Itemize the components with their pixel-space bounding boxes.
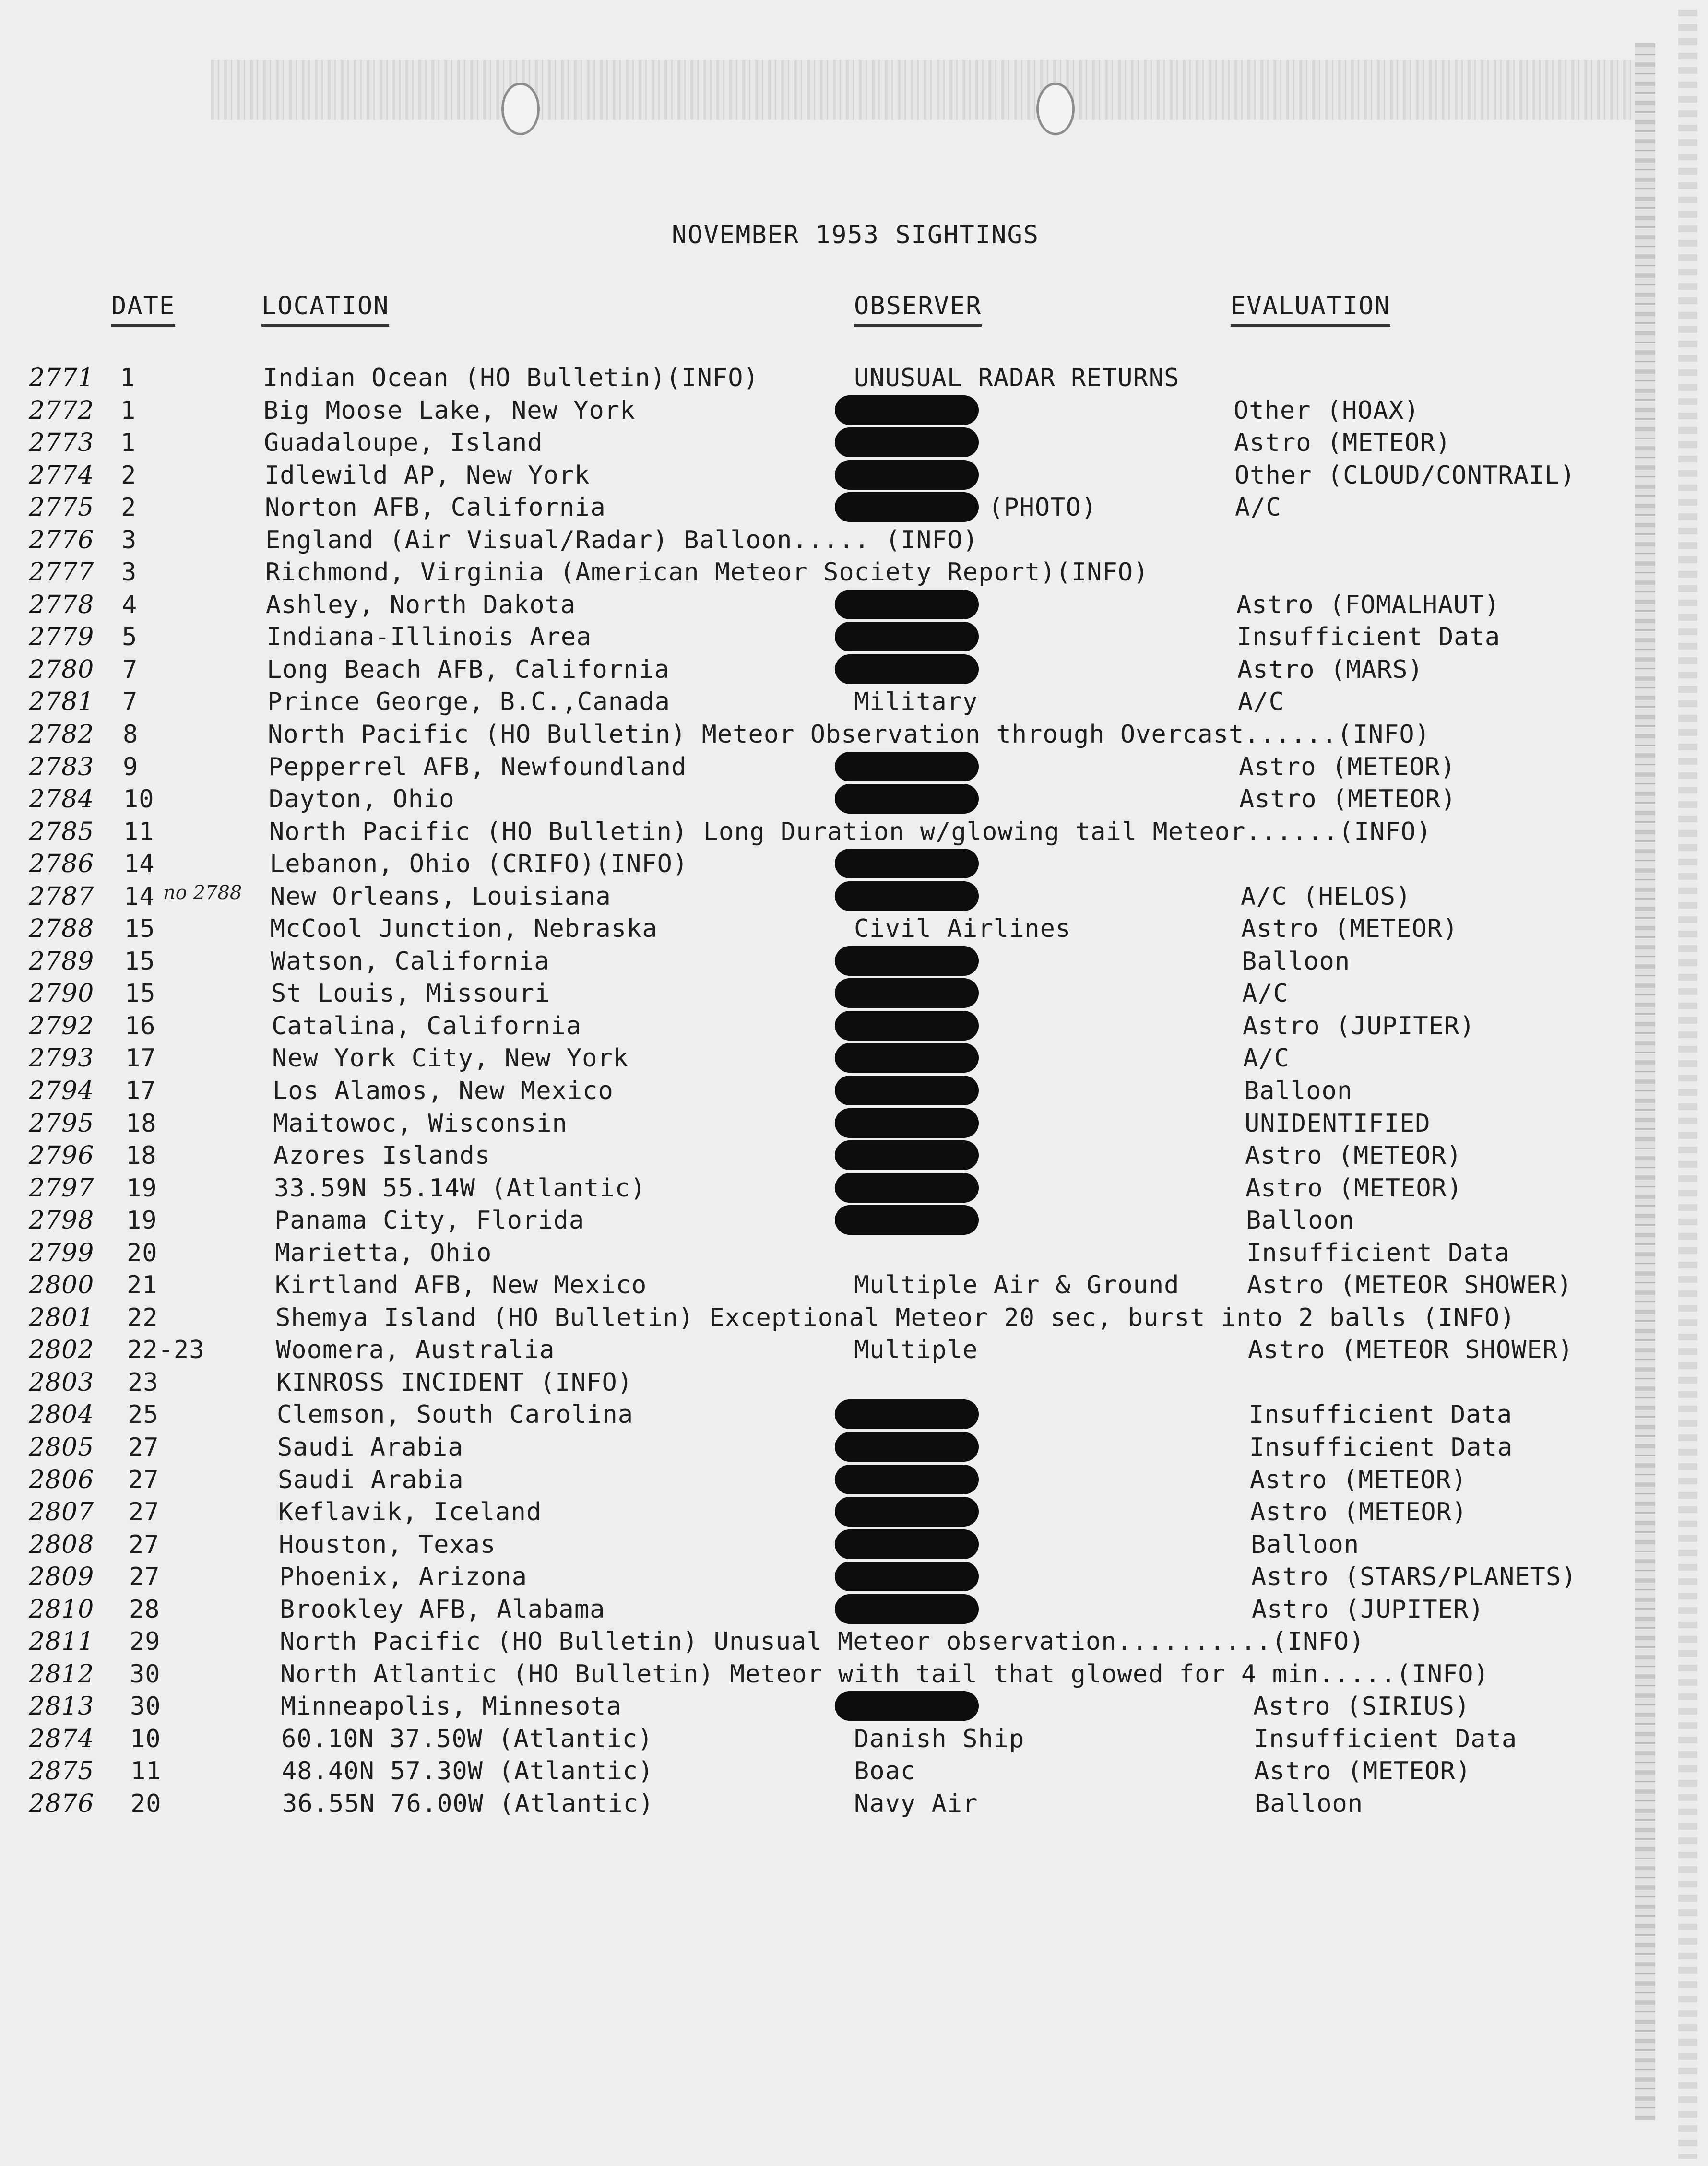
location-cell: 33.59N 55.14W (Atlantic) bbox=[274, 1174, 646, 1203]
date-cell: 21 bbox=[127, 1271, 158, 1300]
date-cell: 8 bbox=[123, 720, 139, 749]
scan-edge-artifact bbox=[1635, 43, 1655, 2120]
header-evaluation: EVALUATION bbox=[1231, 292, 1390, 327]
date-cell: 28 bbox=[129, 1595, 160, 1624]
case-number: 2805 bbox=[29, 1433, 95, 1462]
date-cell: 22-23 bbox=[127, 1336, 205, 1364]
location-cell: 48.40N 57.30W (Atlantic) bbox=[282, 1757, 654, 1786]
table-row bbox=[0, 1109, 1631, 1142]
location-cell: North Pacific (HO Bulletin) Unusual Meteor observation..........(INFO) bbox=[280, 1627, 1365, 1656]
observer-cell: Danish Ship bbox=[854, 1725, 1025, 1753]
table-row bbox=[0, 1627, 1631, 1660]
evaluation-cell: Astro (METEOR) bbox=[1234, 428, 1451, 457]
date-cell: 18 bbox=[126, 1109, 157, 1138]
location-cell: Minneapolis, Minnesota bbox=[281, 1692, 622, 1721]
punch-hole bbox=[1036, 83, 1075, 135]
location-cell: Indiana-Illinois Area bbox=[266, 623, 592, 651]
case-number: 2798 bbox=[29, 1206, 95, 1235]
case-number: 2794 bbox=[29, 1077, 95, 1105]
case-number: 2778 bbox=[29, 591, 95, 619]
case-number: 2792 bbox=[29, 1012, 95, 1041]
location-cell: New York City, New York bbox=[272, 1044, 629, 1073]
table-row bbox=[0, 1368, 1631, 1401]
margin-note: no 2788 bbox=[163, 882, 242, 904]
date-cell: 7 bbox=[122, 655, 138, 684]
table-row bbox=[0, 1725, 1631, 1757]
location-cell: 60.10N 37.50W (Atlantic) bbox=[281, 1725, 653, 1753]
date-cell: 11 bbox=[123, 817, 154, 846]
date-cell: 7 bbox=[122, 687, 138, 716]
location-cell: Maitowoc, Wisconsin bbox=[273, 1109, 568, 1138]
observer-cell: Boac bbox=[854, 1757, 916, 1786]
date-cell: 1 bbox=[120, 428, 136, 457]
case-number: 2775 bbox=[29, 493, 95, 522]
case-number: 2774 bbox=[29, 461, 95, 490]
case-number: 2788 bbox=[29, 914, 95, 943]
case-number: 2875 bbox=[29, 1757, 95, 1786]
table-row bbox=[0, 1757, 1631, 1789]
table-row bbox=[0, 720, 1631, 753]
location-cell: North Pacific (HO Bulletin) Long Duration w/glowing tail Meteor......(INFO) bbox=[269, 817, 1432, 846]
redaction-mark bbox=[835, 946, 979, 976]
evaluation-cell: Balloon bbox=[1242, 947, 1351, 976]
case-number: 2799 bbox=[29, 1239, 95, 1267]
location-cell: Kirtland AFB, New Mexico bbox=[275, 1271, 647, 1300]
header-location: LOCATION bbox=[261, 292, 389, 327]
date-cell: 15 bbox=[124, 914, 155, 943]
observer-cell: Military bbox=[854, 687, 978, 716]
case-number: 2807 bbox=[29, 1498, 95, 1527]
evaluation-cell: Astro (SIRIUS) bbox=[1253, 1692, 1471, 1721]
case-number: 2790 bbox=[29, 979, 95, 1008]
redaction-mark bbox=[835, 1108, 979, 1138]
header-date: DATE bbox=[111, 292, 175, 327]
date-cell: 1 bbox=[120, 364, 136, 392]
location-cell: Phoenix, Arizona bbox=[279, 1562, 527, 1591]
case-number: 2771 bbox=[29, 364, 95, 392]
location-cell: England (Air Visual/Radar) Balloon..... (INFO) bbox=[265, 526, 979, 555]
case-number: 2773 bbox=[29, 428, 95, 457]
location-cell: North Atlantic (HO Bulletin) Meteor with tail that glowed for 4 min.....(INFO) bbox=[280, 1660, 1489, 1689]
evaluation-cell: UNIDENTIFIED bbox=[1245, 1109, 1431, 1138]
evaluation-cell: Insufficient Data bbox=[1246, 1239, 1510, 1267]
evaluation-cell: Astro (MARS) bbox=[1237, 655, 1423, 684]
evaluation-cell: Astro (JUPITER) bbox=[1243, 1012, 1475, 1041]
redaction-mark bbox=[835, 395, 979, 425]
location-cell: Catalina, California bbox=[272, 1012, 582, 1041]
evaluation-cell: A/C bbox=[1238, 687, 1284, 716]
table-row bbox=[0, 785, 1631, 817]
evaluation-cell: Insufficient Data bbox=[1249, 1400, 1513, 1429]
case-number: 2804 bbox=[29, 1400, 95, 1429]
table-row bbox=[0, 1692, 1631, 1725]
date-cell: 3 bbox=[121, 558, 137, 587]
table-row bbox=[0, 1562, 1631, 1595]
case-number: 2787 bbox=[29, 882, 95, 911]
location-cell: 36.55N 76.00W (Atlantic) bbox=[282, 1789, 654, 1818]
table-row bbox=[0, 687, 1631, 720]
redaction-mark bbox=[835, 1432, 979, 1462]
evaluation-cell: A/C bbox=[1242, 979, 1289, 1008]
date-cell: 5 bbox=[122, 623, 138, 651]
location-cell: St Louis, Missouri bbox=[271, 979, 550, 1008]
date-cell: 9 bbox=[123, 753, 139, 781]
redaction-mark bbox=[835, 1691, 979, 1721]
date-cell: 27 bbox=[129, 1498, 160, 1527]
date-cell: 25 bbox=[128, 1400, 159, 1429]
case-number: 2808 bbox=[29, 1530, 95, 1559]
date-cell: 14 bbox=[124, 882, 155, 911]
redaction-mark bbox=[835, 1205, 979, 1235]
date-cell: 10 bbox=[130, 1725, 161, 1753]
redaction-mark bbox=[835, 1562, 979, 1591]
redaction-mark bbox=[835, 849, 979, 878]
table-row bbox=[0, 1303, 1631, 1336]
table-row bbox=[0, 1660, 1631, 1693]
location-cell: Dayton, Ohio bbox=[269, 785, 455, 814]
location-cell: Brookley AFB, Alabama bbox=[280, 1595, 605, 1624]
evaluation-cell: Astro (METEOR) bbox=[1254, 1757, 1471, 1786]
evaluation-cell: Balloon bbox=[1255, 1789, 1364, 1818]
table-row bbox=[0, 591, 1631, 623]
case-number: 2782 bbox=[29, 720, 95, 749]
location-cell: Idlewild AP, New York bbox=[264, 461, 590, 490]
case-number: 2784 bbox=[29, 785, 95, 814]
location-cell: Prince George, B.C.,Canada bbox=[267, 687, 670, 716]
date-cell: 20 bbox=[127, 1239, 158, 1267]
punch-hole bbox=[501, 83, 540, 135]
location-cell: Panama City, Florida bbox=[274, 1206, 585, 1235]
table-row bbox=[0, 1498, 1631, 1530]
date-cell: 20 bbox=[130, 1789, 162, 1818]
case-number: 2796 bbox=[29, 1141, 95, 1170]
evaluation-cell: Astro (METEOR) bbox=[1245, 1141, 1462, 1170]
redaction-mark bbox=[835, 1529, 979, 1559]
evaluation-cell: Astro (METEOR) bbox=[1250, 1498, 1468, 1527]
location-cell: Shemya Island (HO Bulletin) Exceptional Meteor 20 sec, burst into 2 balls (INFO) bbox=[275, 1303, 1516, 1332]
case-number: 2809 bbox=[29, 1562, 95, 1591]
location-cell: Watson, California bbox=[271, 947, 550, 976]
evaluation-cell: Insufficient Data bbox=[1249, 1433, 1513, 1462]
table-row bbox=[0, 623, 1631, 655]
date-cell: 23 bbox=[128, 1368, 159, 1397]
evaluation-cell: Astro (METEOR) bbox=[1239, 785, 1457, 814]
table-row bbox=[0, 396, 1631, 429]
case-number: 2806 bbox=[29, 1466, 95, 1494]
observer-cell: (PHOTO) bbox=[988, 493, 1097, 522]
header-observer: OBSERVER bbox=[854, 292, 982, 327]
table-row bbox=[0, 1141, 1631, 1174]
case-number: 2797 bbox=[29, 1174, 95, 1203]
observer-cell: UNUSUAL RADAR RETURNS bbox=[854, 364, 1180, 392]
location-cell: Richmond, Virginia (American Meteor Society Report)(INFO) bbox=[265, 558, 1149, 587]
case-number: 2780 bbox=[29, 655, 95, 684]
date-cell: 27 bbox=[128, 1433, 159, 1462]
case-number: 2876 bbox=[29, 1789, 95, 1818]
date-cell: 3 bbox=[121, 526, 137, 555]
date-cell: 4 bbox=[122, 591, 138, 619]
table-row bbox=[0, 817, 1631, 850]
document-title: NOVEMBER 1953 SIGHTINGS bbox=[672, 221, 1040, 249]
date-cell: 2 bbox=[121, 461, 137, 490]
date-cell: 27 bbox=[129, 1562, 160, 1591]
table-row bbox=[0, 1271, 1631, 1303]
case-number: 2793 bbox=[29, 1044, 95, 1073]
redaction-mark bbox=[835, 881, 979, 911]
case-number: 2786 bbox=[29, 850, 95, 878]
redaction-mark bbox=[835, 784, 979, 814]
case-number: 2781 bbox=[29, 687, 95, 716]
location-cell: Los Alamos, New Mexico bbox=[273, 1077, 614, 1105]
table-row bbox=[0, 655, 1631, 688]
redaction-mark bbox=[835, 1140, 979, 1170]
case-number: 2802 bbox=[29, 1336, 95, 1364]
table-row bbox=[0, 882, 1631, 915]
date-cell: 1 bbox=[120, 396, 136, 425]
date-cell: 19 bbox=[126, 1206, 157, 1235]
case-number: 2800 bbox=[29, 1271, 95, 1300]
location-cell: Marietta, Ohio bbox=[275, 1239, 492, 1267]
table-row bbox=[0, 979, 1631, 1012]
location-cell: North Pacific (HO Bulletin) Meteor Observation through Overcast......(INFO) bbox=[268, 720, 1430, 749]
case-number: 2777 bbox=[29, 558, 95, 587]
case-number: 2783 bbox=[29, 753, 95, 781]
evaluation-cell: Astro (METEOR SHOWER) bbox=[1248, 1336, 1574, 1364]
date-cell: 30 bbox=[130, 1692, 161, 1721]
table-row bbox=[0, 947, 1631, 980]
redaction-mark bbox=[835, 752, 979, 781]
redaction-mark bbox=[835, 1173, 979, 1203]
date-cell: 27 bbox=[128, 1466, 159, 1494]
table-row bbox=[0, 1789, 1631, 1822]
case-number: 2776 bbox=[29, 526, 95, 555]
evaluation-cell: Balloon bbox=[1244, 1077, 1353, 1105]
table-row bbox=[0, 1239, 1631, 1271]
redaction-mark bbox=[835, 1043, 979, 1073]
evaluation-cell: A/C bbox=[1243, 1044, 1290, 1073]
date-cell: 19 bbox=[126, 1174, 157, 1203]
evaluation-cell: Astro (FOMALHAUT) bbox=[1236, 591, 1500, 619]
evaluation-cell: Other (HOAX) bbox=[1234, 396, 1420, 425]
table-row bbox=[0, 461, 1631, 494]
location-cell: Keflavik, Iceland bbox=[278, 1498, 542, 1527]
date-cell: 18 bbox=[126, 1141, 157, 1170]
table-row bbox=[0, 1044, 1631, 1077]
table-row bbox=[0, 493, 1631, 526]
date-cell: 17 bbox=[125, 1044, 156, 1073]
evaluation-cell: Astro (METEOR) bbox=[1241, 914, 1459, 943]
redaction-mark bbox=[835, 978, 979, 1008]
scan-artifact-band bbox=[211, 60, 1641, 120]
date-cell: 16 bbox=[125, 1012, 156, 1041]
date-cell: 17 bbox=[125, 1077, 156, 1105]
observer-cell: Multiple Air & Ground bbox=[854, 1271, 1180, 1300]
evaluation-cell: Astro (METEOR) bbox=[1250, 1466, 1467, 1494]
date-cell: 15 bbox=[125, 979, 156, 1008]
observer-cell: Navy Air bbox=[854, 1789, 978, 1818]
location-cell: Clemson, South Carolina bbox=[277, 1400, 634, 1429]
date-cell: 15 bbox=[124, 947, 155, 976]
date-cell: 22 bbox=[127, 1303, 158, 1332]
redaction-mark bbox=[835, 622, 979, 651]
redaction-mark bbox=[835, 492, 979, 522]
location-cell: Woomera, Australia bbox=[276, 1336, 555, 1364]
date-cell: 30 bbox=[130, 1660, 161, 1689]
evaluation-cell: Other (CLOUD/CONTRAIL) bbox=[1234, 461, 1576, 490]
case-number: 2785 bbox=[29, 817, 95, 846]
location-cell: Indian Ocean (HO Bulletin)(INFO) bbox=[263, 364, 759, 392]
location-cell: Saudi Arabia bbox=[277, 1433, 463, 1462]
case-number: 2874 bbox=[29, 1725, 95, 1753]
table-row bbox=[0, 1433, 1631, 1466]
evaluation-cell: Balloon bbox=[1246, 1206, 1355, 1235]
case-number: 2789 bbox=[29, 947, 95, 976]
date-cell: 27 bbox=[129, 1530, 160, 1559]
redaction-mark bbox=[835, 654, 979, 684]
date-cell: 11 bbox=[130, 1757, 162, 1786]
location-cell: Ashley, North Dakota bbox=[266, 591, 576, 619]
table-row bbox=[0, 1336, 1631, 1368]
case-number: 2813 bbox=[29, 1692, 95, 1721]
evaluation-cell: Astro (JUPITER) bbox=[1252, 1595, 1484, 1624]
evaluation-cell: Insufficient Data bbox=[1237, 623, 1501, 651]
date-cell: 29 bbox=[130, 1627, 161, 1656]
table-row bbox=[0, 1012, 1631, 1044]
table-row bbox=[0, 1400, 1631, 1433]
location-cell: New Orleans, Louisiana bbox=[270, 882, 611, 911]
table-row bbox=[0, 1206, 1631, 1239]
table-row bbox=[0, 753, 1631, 785]
location-cell: Lebanon, Ohio (CRIFO)(INFO) bbox=[270, 850, 688, 878]
table-row bbox=[0, 1530, 1631, 1563]
evaluation-cell: Astro (METEOR) bbox=[1239, 753, 1456, 781]
case-number: 2811 bbox=[29, 1627, 95, 1656]
table-row bbox=[0, 850, 1631, 882]
table-row bbox=[0, 1466, 1631, 1498]
case-number: 2772 bbox=[29, 396, 95, 425]
location-cell: Long Beach AFB, California bbox=[267, 655, 670, 684]
observer-cell: Civil Airlines bbox=[854, 914, 1071, 943]
redaction-mark bbox=[835, 460, 979, 490]
date-cell: 10 bbox=[123, 785, 154, 814]
case-number: 2803 bbox=[29, 1368, 95, 1397]
location-cell: Guadaloupe, Island bbox=[264, 428, 543, 457]
scan-edge-artifact bbox=[1678, 10, 1697, 2159]
evaluation-cell: A/C bbox=[1235, 493, 1281, 522]
case-number: 2779 bbox=[29, 623, 95, 651]
table-row bbox=[0, 558, 1631, 591]
evaluation-cell: Insufficient Data bbox=[1254, 1725, 1518, 1753]
evaluation-cell: Astro (METEOR) bbox=[1245, 1174, 1463, 1203]
evaluation-cell: Astro (METEOR SHOWER) bbox=[1247, 1271, 1573, 1300]
case-number: 2810 bbox=[29, 1595, 95, 1624]
date-cell: 14 bbox=[124, 850, 155, 878]
observer-cell: Multiple bbox=[854, 1336, 978, 1364]
case-number: 2795 bbox=[29, 1109, 95, 1138]
location-cell: Azores Islands bbox=[273, 1141, 491, 1170]
location-cell: Big Moose Lake, New York bbox=[263, 396, 636, 425]
table-row bbox=[0, 1595, 1631, 1628]
location-cell: Saudi Arabia bbox=[278, 1466, 464, 1494]
table-row bbox=[0, 1077, 1631, 1109]
location-cell: Pepperrel AFB, Newfoundland bbox=[268, 753, 687, 781]
redaction-mark bbox=[835, 427, 979, 457]
case-number: 2801 bbox=[29, 1303, 95, 1332]
redaction-mark bbox=[835, 1011, 979, 1041]
table-row bbox=[0, 526, 1631, 558]
redaction-mark bbox=[835, 1465, 979, 1494]
table-row bbox=[0, 428, 1631, 461]
location-cell: Houston, Texas bbox=[279, 1530, 496, 1559]
date-cell: 2 bbox=[121, 493, 137, 522]
location-cell: McCool Junction, Nebraska bbox=[270, 914, 658, 943]
table-row bbox=[0, 1174, 1631, 1207]
case-number: 2812 bbox=[29, 1660, 95, 1689]
redaction-mark bbox=[835, 1399, 979, 1429]
redaction-mark bbox=[835, 590, 979, 619]
evaluation-cell: Astro (STARS/PLANETS) bbox=[1251, 1562, 1577, 1591]
location-cell: KINROSS INCIDENT (INFO) bbox=[276, 1368, 633, 1397]
location-cell: Norton AFB, California bbox=[265, 493, 606, 522]
redaction-mark bbox=[835, 1594, 979, 1624]
redaction-mark bbox=[835, 1497, 979, 1527]
table-row bbox=[0, 364, 1631, 396]
evaluation-cell: Balloon bbox=[1251, 1530, 1360, 1559]
evaluation-cell: A/C (HELOS) bbox=[1241, 882, 1411, 911]
table-row bbox=[0, 914, 1631, 947]
redaction-mark bbox=[835, 1076, 979, 1105]
